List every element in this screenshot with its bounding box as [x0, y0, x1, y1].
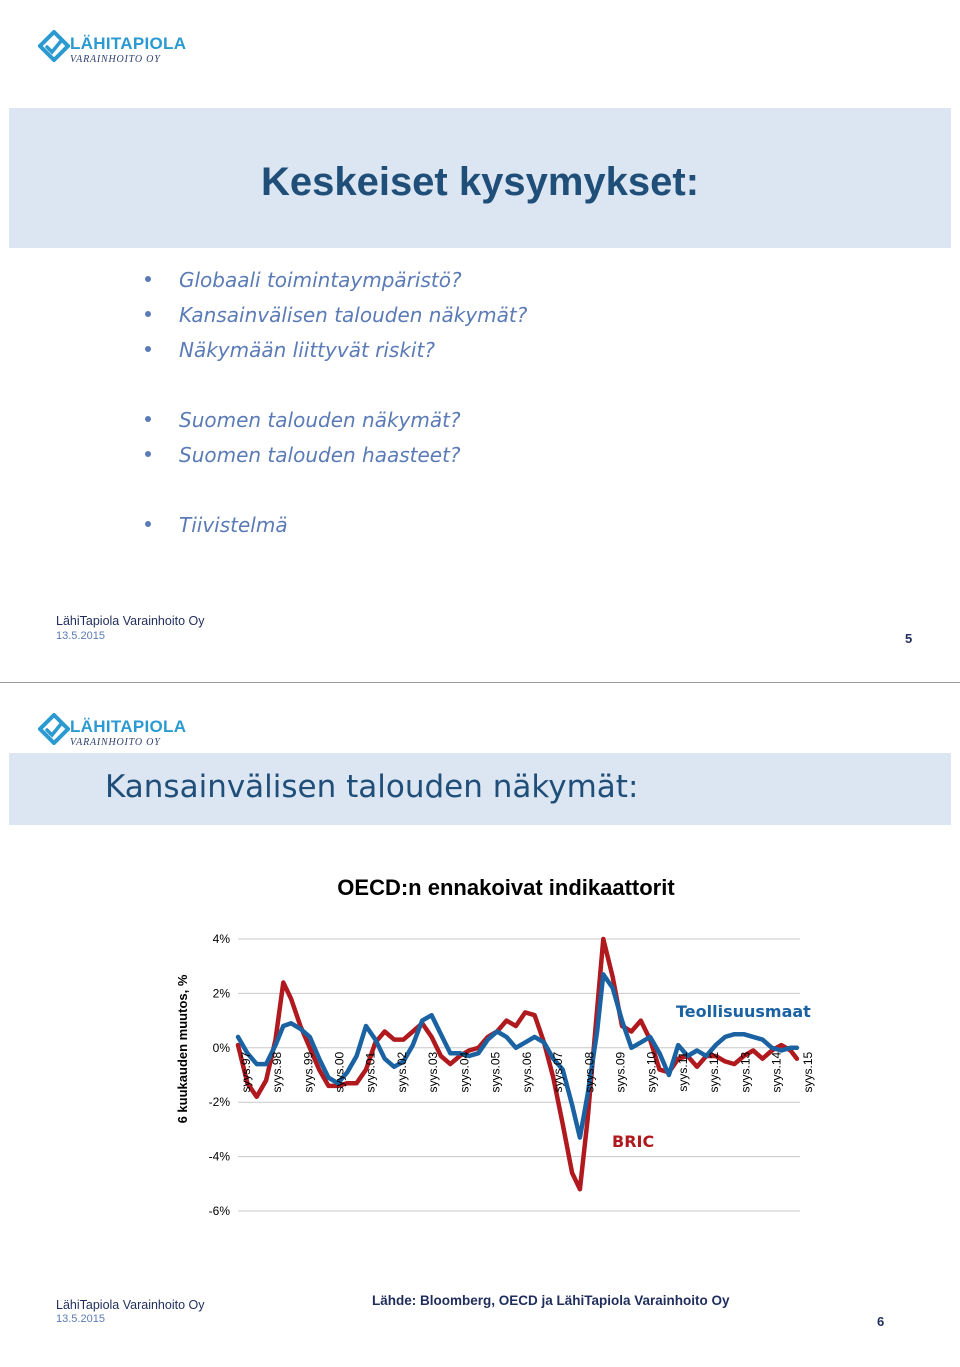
- x-tick-label: syys.10: [644, 1051, 659, 1093]
- x-tick-label: syys.13: [738, 1051, 753, 1093]
- footer-organization: LähiTapiola Varainhoito Oy: [56, 614, 205, 628]
- bullet-dot-icon: [145, 346, 151, 352]
- bullet-text: Tiivistelmä: [179, 513, 288, 537]
- page-number: 6: [877, 1314, 885, 1329]
- source-note: Lähde: Bloomberg, OECD ja LähiTapiola Varainhoito Oy: [372, 1293, 730, 1308]
- x-tick-label: syys.12: [707, 1051, 722, 1093]
- x-tick-label: syys.06: [519, 1051, 534, 1093]
- chart-title: OECD:n ennakoivat indikaattorit: [337, 875, 675, 900]
- x-tick-label: syys.04: [457, 1051, 472, 1093]
- x-tick-label: syys.08: [582, 1051, 597, 1093]
- slide-title: Keskeiset kysymykset:: [260, 160, 700, 204]
- logo-name: LÄHITAPIOLA: [70, 34, 187, 53]
- x-tick-label: syys.05: [488, 1051, 503, 1093]
- y-tick-label: -4%: [208, 1149, 230, 1164]
- lahitapiola-logo: [38, 30, 188, 70]
- footer-date: 13.5.2015: [56, 1313, 105, 1325]
- y-tick-label: 4%: [212, 932, 230, 946]
- slide-title: Kansainvälisen talouden näkymät:: [105, 769, 639, 805]
- x-tick-label: syys.01: [363, 1051, 378, 1093]
- logo-name: LÄHITAPIOLA: [70, 717, 187, 736]
- y-tick-label: 2%: [212, 986, 230, 1001]
- footer-organization: LähiTapiola Varainhoito Oy: [56, 1298, 205, 1312]
- bullet-dot-icon: [145, 451, 151, 457]
- bullet-text: Suomen talouden haasteet?: [179, 443, 461, 467]
- logo-subtitle: VARAINHOITO OY: [70, 737, 161, 748]
- bullet-text: Globaali toimintaympäristö?: [179, 268, 462, 292]
- y-axis-label: 6 kuukauden muutos, %: [175, 974, 190, 1124]
- y-tick-label: 0%: [212, 1040, 230, 1055]
- series-label-bric: BRIC: [612, 1132, 655, 1151]
- line-chart: [0, 683, 960, 1367]
- bullet-dot-icon: [145, 416, 151, 422]
- slide-5: [0, 0, 960, 682]
- bullet-dot-icon: [145, 276, 151, 282]
- x-tick-label: syys.07: [551, 1051, 565, 1093]
- x-tick-label: syys.14: [769, 1051, 784, 1093]
- series-label-teollisuusmaat: Teollisuusmaat: [676, 1002, 811, 1021]
- bullet-text: Kansainvälisen talouden näkymät?: [179, 303, 528, 327]
- bullet-text: Näkymään liittyvät riskit?: [179, 338, 435, 362]
- x-tick-label: syys.02: [394, 1051, 409, 1093]
- logo-subtitle: VARAINHOITO OY: [70, 54, 161, 65]
- x-tick-label: syys.15: [800, 1051, 815, 1093]
- x-tick-label: syys.00: [332, 1051, 347, 1093]
- lahitapiola-logo-icon: [38, 30, 70, 62]
- title-banner: [9, 108, 951, 248]
- bullet-dot-icon: [145, 311, 151, 317]
- slide-6: [0, 683, 960, 1367]
- x-tick-label: syys.97: [238, 1051, 253, 1093]
- x-tick-label: syys.03: [426, 1051, 441, 1093]
- bullet-dot-icon: [145, 521, 151, 527]
- x-tick-label: syys.09: [613, 1051, 628, 1093]
- x-tick-label: syys.99: [301, 1051, 316, 1093]
- x-tick-label: syys.98: [270, 1051, 284, 1093]
- footer-date: 13.5.2015: [56, 630, 105, 642]
- x-tick-label: syys.11: [675, 1051, 690, 1092]
- y-tick-label: -2%: [208, 1095, 230, 1110]
- y-tick-label: -6%: [208, 1204, 230, 1218]
- bullet-text: Suomen talouden näkymät?: [179, 408, 461, 432]
- page-number: 5: [905, 631, 913, 646]
